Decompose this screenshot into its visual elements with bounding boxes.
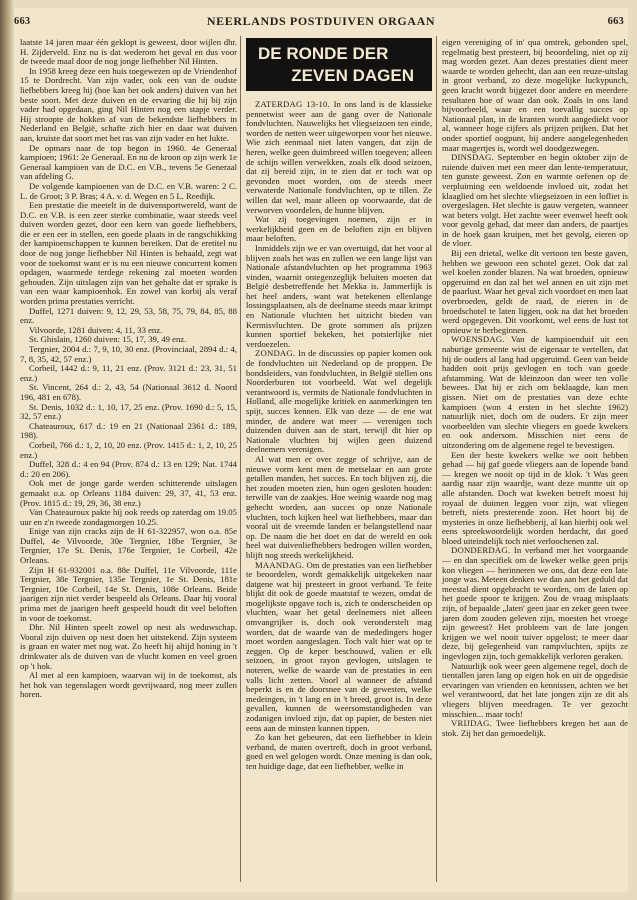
- result-line: St. Denis, 1032 d.: 1, 10, 17, 25 enz. (Prov. 1690 d.: 5, 15, 32, 57 enz.): [20, 401, 237, 422]
- paragraph: Inmiddels zijn we er van overtuigd, dat het voor al blijven zoals het was en zullen we een lange lijst van Nationale afstandvluchten op het programma 1963 vinden, waarnit ontegenzeglijk beluiten moeten dat België desbetreffende het Mekka is. Jammerlijk is het heel anders, want wat betekenen ellenlange lossingsplaatsen, als de deelname steeds maar krimpt en Nationale vluchten het uitzicht bieden van Kermisvluchten. De grote sommen als prijzen kunnen sportief bekeken, het potsierlijke niet verdoezelen.: [246, 242, 432, 349]
- day-label: DONDERDAG.: [451, 545, 511, 556]
- banner-edge: [246, 91, 432, 94]
- day-label: MAANDAG.: [255, 559, 305, 570]
- paragraph: Ook met de jonge garde werden schitterende uitslagen gemaakt o.a. op Orleans 1184 duiven: 29, 37, 41, 53 enz. (Prov. 1815 d.: 19, 29, 36, 38 enz.): [20, 478, 237, 508]
- paragraph: Een der beste kwekers welke we ooit hebben gehad — hij gaf goede vliegers aan de lopende band — kregen we nooit op tijd in de klok. 't Was geen aardig naar zijn waardje, want deze muntte uit op alle afstanden. Doch wat kweken betreft moest hij royaal de duimen leggen voor zijn, wat vliegen betreft, niets presterende zoon. Het hoort bij de mysteries in onze liefhebberij, al kan hierbij ook wel eens spreekwoordelijk worden herdacht, dat goed bloed uiteindelijk toch niet verloochenen zal.: [442, 449, 628, 546]
- page-number-right: 663: [607, 16, 624, 27]
- result-line: Tergnier, 2004 d.: 7, 9, 10, 30 enz. (Provinciaal, 2894 d.: 4, 7, 8, 35, 42, 57 enz.): [20, 344, 237, 364]
- page-number-left: 663: [14, 16, 31, 27]
- paragraph: Dhr. Nil Hinten speelt zowel op nest als weduwschap. Vooral zijn duiven op nest doen het uitstekend. Zijn systeem is graan en water met nog wat. Zo heeft hij altijd honing in 't drinkwater als de duiven van de vlucht komen en veel groen op 't hok.: [20, 622, 237, 671]
- day-label: ZATERDAG 13-10.: [255, 99, 330, 109]
- paragraph: Al met al een kampioen, waarvan wij in de toekomst, als het hok van tegenslagen wordt gevrijwaard, nog meer zullen horen.: [20, 670, 237, 700]
- paragraph: Een prestatie die meetelt in de duivensportwereld, want de D.C. en V.B. is een zeer sterke combinatie, waar steeds veel duiven worden gezet, door een kern van goede liefhebbers, die er een eer in stellen, een goede plaats in de rangschikking der kampioenschappen te kunnen bereiken. Dat de eretitel nu door de nog jonge liefhebber Nil Hinten is behaald, zegt wat voor de toekomst want er is nu een nieuwe concurrent komen opdagen, waarmede terdege rekening zal moeten worden gehouden. Zijn uitslagen zijn van het gehalte dat er sprake is van een waar kampioenhok. En zowel van korbij als veraf worden prima prestaties verricht.: [20, 200, 237, 307]
- paragraph: Natuurlijk ook weer geen algemene regel, doch de tientallen jaren lang op eigen hok en uit de opgedisie ervaringen van vrienden en kennissen, achten we het wel verantwoord, dat het late jongen zijn ze dit als vliegers blijven meedragen. Te ver gezocht misschien... maar toch!: [442, 660, 628, 719]
- result-line: St. Ghislain, 1260 duiven: 15, 17, 39, 49 enz.: [29, 334, 187, 345]
- paragraph: Van Chateauroux pakte hij ook reeds op zaterdag om 19.05 uur en z'n tweede zondagmorgen 10.25.: [20, 507, 237, 527]
- page-header: [14, 8, 628, 32]
- paragraph: Twee liefhebbers kregen het aan de stok. Zij het dan gemoedelijk.: [442, 718, 628, 738]
- paragraph: In 1958 kreeg deze een huis toegewezen op de Vriendenhof 15 te Dordrecht. Van zijn vader, ook een van de oudste liefhebbers kreeg hij (hoe kan het ook anders) duiven van het beste soort. Met deze duiven en de ervaring die hij bij zijn vader had opgedaan, ging Nil Hinten nog een stapje verder. Hij stroopte de hokken af van de bekendste liefhebbers in Nederland en België, schafte zich hier en daar wat duiven aan, kruiste dat soort met het ras van zijn vader en het lukte.: [20, 65, 237, 143]
- paragraph: Enige van zijn cracks zijn de H 61-322957, won o.a. 85e Duffel, 4e Vilvoorde, 30e Tergnier, 18be Tergnier, 3e Tergnier, 17e St. Denis, 176e Tergnier, 1e Corbeil, 42e Orleans.: [20, 526, 237, 566]
- result-line: Corbeil, 766 d.: 1, 2, 10, 20 enz. (Prov. 1415 d.: 1, 2, 10, 25 enz.): [20, 439, 237, 460]
- paragraph: Al wat men er over zegge of schrijve, aan de nieuwe vorm kent men de metselaar en aan grote getallen manden, het succes. En toch blijven zij, die het zouden moeten zien, hun ogen gesloten houden: terwille van de zaakjes. Hoe weinig waarde nog mag gehecht worden, aan succes op onze Nationale vluchten, toch kijken heel wat liefhebbers, maar dan vooral uit de vreemde landen er belangstellend naar op. De naam die het doet en dat de wereld en ook heel wat duivenliefhebbers bedrogen willen worden, blijft nog steeds werkelijkheid.: [246, 453, 432, 560]
- paragraph: Wat zij toegevingen noemen, zijn er in werkelijkheid geen en de beloften zijn en blijven maar beloften.: [246, 214, 432, 244]
- column-middle: [246, 100, 432, 772]
- banner-line-1: DE RONDE DER: [258, 44, 389, 63]
- result-line: St. Vincent, 264 d.: 2, 43, 54 (Nationaal 3612 d. Noord 196, 481 en 678).: [20, 382, 237, 402]
- publication-title: NEERLANDS POSTDUIVEN ORGAAN: [206, 14, 436, 28]
- paragraph: Zo kan het gebeuren, dat een liefhebber in klein verband, de maten overtreft, doch in groot verband, goed en wel gelogen wordt. Onze mening is dan ook, ten huidige dage, dat een liefhebber, welke in: [246, 732, 432, 771]
- result-line: Chateauroux, 617 d.: 19 en 21 (Nationaal 2361 d.: 189, 198).: [20, 420, 237, 441]
- column-right: [442, 38, 628, 738]
- day-label: WOENSDAG.: [451, 334, 505, 345]
- banner-line-2: ZEVEN DAGEN: [291, 66, 414, 85]
- result-line: Duffel, 1271 duiven: 9, 12, 29, 53, 58, 75, 79, 84, 85, 88 enz.: [20, 305, 237, 326]
- paragraph: In de discussies op papier komen ook de fondvluchten uit Nederland op de proppen. De bondsleiders, van fondvluchten, in België stellen ons Noorderburen tot voorbeeld. Wat wel degelijk verantwoord is, vermits de Nationale fondvluchten in Holland, alle mogelijke kritiek en aanmerkingen ten spijt, succes kennen. Elk van deze — de ene wat minder, de andere wat meer — verenigen toch duizenden duiven aan de start, terwijl dit hier op Nationale vluchten bij wijlen geen duizend deelnemers verenigen.: [246, 348, 433, 455]
- paragraph: eigen vereniging of in' qua omtrek, gebonden spel, regelmatig best presteert, bij beoordeling, niet op zij mag worden gezet. Aan dezes prestaties dient meer waarde te worden gehecht, dan aan een reuze-uitslag in groot verband, zo deze mogelijke luckypunch, geen kracht wordt bijgezet door andere en meerdere resultaten hoe of waar dan ook. Zoals in ons land bijvoorbeeld, waar en een toevallig succes op Nationaal plan, in de kranten wordt aangediekt voor al, wanneer hoge cijfers als prijzen prijken. Dat het onder sportief oogpunt, bij andere aangelegenheden maar magertjes is, wordt wel doodgezwegen.: [442, 37, 628, 153]
- paragraph: In ons land is de klassieke pennetwist weer aan de gang over de Nationale fondvluchten. Nauwelijks het vliegseizoen ten einde, worden de netten weer uitgeworpen voor het nieuwe. Wie zich eenmaal niet laten vangen, dat zijn de heren, welke geen duimbreed willen toegeven; alleen de schijn willen verwekken, zoals elk dood seizoen, dat zij bereid zijn, in te zien dat er toch wat op gevonden moet worden, om de steeds meer verwaterde Nationale fondvluchten, op te tillen. Ze willen dat wel, maar alleen op voorwaarde, dat de verworven voordelen, de hunne blijven.: [246, 99, 432, 215]
- paragraph: Zijn H 61-932001 o.a. 88e Duffel, 11e Vilvoorde, 111e Tergnier, 38e Tergnier, 135e Tergnier, 1e St. Denis, 181e Tergnier, 10e Corbeil, 14e St. Denis, 108e Orleans. Beide jaarigen zijn niet verder bespeeld als Orleans. Daar hij vooral prima met de jaarigen heeft gespeeld houdt dit veel beloften in voor de toekomst.: [20, 564, 237, 623]
- column-left: [20, 38, 237, 700]
- article-title-banner: [246, 38, 432, 94]
- paragraph: Bij een drietal, welke dit vertoon ten beste gaven, hebben we gewoon een schotel gezet. Ook dat zal wel koelen zonder blazen. Na wat broeden, opnieuw opgeruimd en dan zal het wel annen en uit zijn met de paarlust. Waar het geval zich voordoet en men laat overbroeden, geldt de raad, de eieren in de broedschotel te laten liggen, ook na dat het broeden werd opgegeven. Dit voorkomt, wel eens de lust tot opnieuw te herbeginnen.: [442, 248, 628, 335]
- paragraph: laatste 14 jaren maar één geklopt is geweest, door wijlen dhr. H. Zijderveld. Enz nu is dat wederom het geval en dus voor de tweede maal door de nog jonge liefhebber Nil Hinten.: [20, 37, 237, 67]
- paragraph: De opmars naar de top begon in 1960. 4e Generaal kampioen; 1961: 2e Generaal. En nu de kroon op zijn werk 1e Generaal kampioen van de D.C. en V.B., tevens 5e Generaal van afdeling G.: [20, 142, 237, 182]
- day-label: ZONDAG.: [255, 348, 296, 359]
- day-label: VRIJDAG.: [451, 718, 492, 729]
- paragraph: September en begin oktober zijn de ruiende duiven met een meer dan lente-temperatuur, ten gunste geweest. Zon en warmte oefenen op de verpluiming een weldoende invloed uit, zodat het klaaglied om het slechte vliegseizoen in een lofliet is overgeslagen. Het slechte is gauw vergeten, wanneer wat beters volgt. Het zachte weer evenwel heeft ook voor gevolg gehad, dat meer dan anders, de paartjes in de hoek gaan kruipen, met het gevolg, eieren op de vloer.: [442, 152, 629, 249]
- day-label: DINSDAG.: [451, 152, 494, 163]
- paragraph: In verband met het voorgaande — en dan specifiek om de kweker welke geen prijs kon vliegen — herinneren we ons, dat deze een late jonge was. Meteen denken we dan aan het geduld dat meestal dient opgebracht te worden, om de laten op het goede spoor te krijgen. Zou de vraag misplaats zijn, of bepaalde „laten' geen jaar en zeker geen twee jaren dom zouden geleven zijn, moesten het vroege zijn geweest? Het probleem van de late jongen krijgen we wel nooit tuiver opgelost; te meer daar deze, bij gelegenheid van rampvluchten, spijts ze ingevlogen zijn, toch gemakkelijk verloren geraken.: [442, 545, 628, 661]
- result-line: Vilvoorde, 1281 duiven: 4, 11, 33 enz.: [29, 324, 163, 335]
- result-line: Corbeil, 1442 d.: 9, 11, 21 enz. (Prov. 3121 d.: 23, 31, 51 enz.): [20, 363, 237, 383]
- result-line: Duffel, 328 d.: 4 en 94 (Prov. 874 d.: 13 en 129; Nat. 1744 d.: 20 en 206).: [20, 459, 237, 479]
- magazine-page: [14, 8, 628, 892]
- paragraph: Van de kampioenduif uit een naburige gemeente wist de eigenaar te vertellen, dat hij de ouders al lang had opgeruimd. Geen van beide hadden ooit prijs gevlogen en toch van goede afstamming. Wat de kleinzoon dan weer ten volle bewees. Dat hij er zich om beklaagde, kan men gissen. Niet om de prestaties van deze echte kampioen (won 4 ersten in het slechte 1962) natuurlijk niet, doch om de ouders. Er zijn meer voorbeelden van slechte vliegers en goede kwekers en ook andersom. Misschien niet eens de uitzondering om de algemene regel te bevestigen.: [442, 334, 628, 450]
- page-binding-shadow: [0, 0, 14, 900]
- paragraph: Om de prestaties van een liefhebber te beoordelen, wordt gemakkelijk uitgekeken naar datgene wat hij presteert in groot verband. Te feite blijkt dit ook de goede maatstaf te wezen, omdat de mogelijkste opgave toch is, zich te onderscheiden op vluchten, waar het getal deelnemers niet alleen omvangrijker is, doch ook veronderstelt mag worden, dat de waarde van de mededingers hoger moet worden aangeslagen. Toch valt hier wat op te zeggen. Op de keper beschouwd, valien er elk seizoen, in groot rayon gevlogen, uitslagen te noteren, welke de waarde van de prestaties in een valls licht zetten. Voorl al wanneer de afstand beperkt is en de doorsnee van de gewesten, welke medeingen, in 't lang en in 't breed, groot is. In deze gevallen, kunnen de weersomstandigheden van zodanigen invloed zijn, dat op papier, de besten niet eens aan de minsten kunnen tippen.: [246, 559, 433, 733]
- column-divider-1: [240, 36, 241, 882]
- paragraph: De volgende kampioenen van de D.C. en V.B. waren: 2 C. L. de Groot; 3 P. Bras; 4 A. v. d. Wegen en 5 L. Reedijk.: [20, 180, 237, 201]
- column-divider-2: [436, 36, 437, 882]
